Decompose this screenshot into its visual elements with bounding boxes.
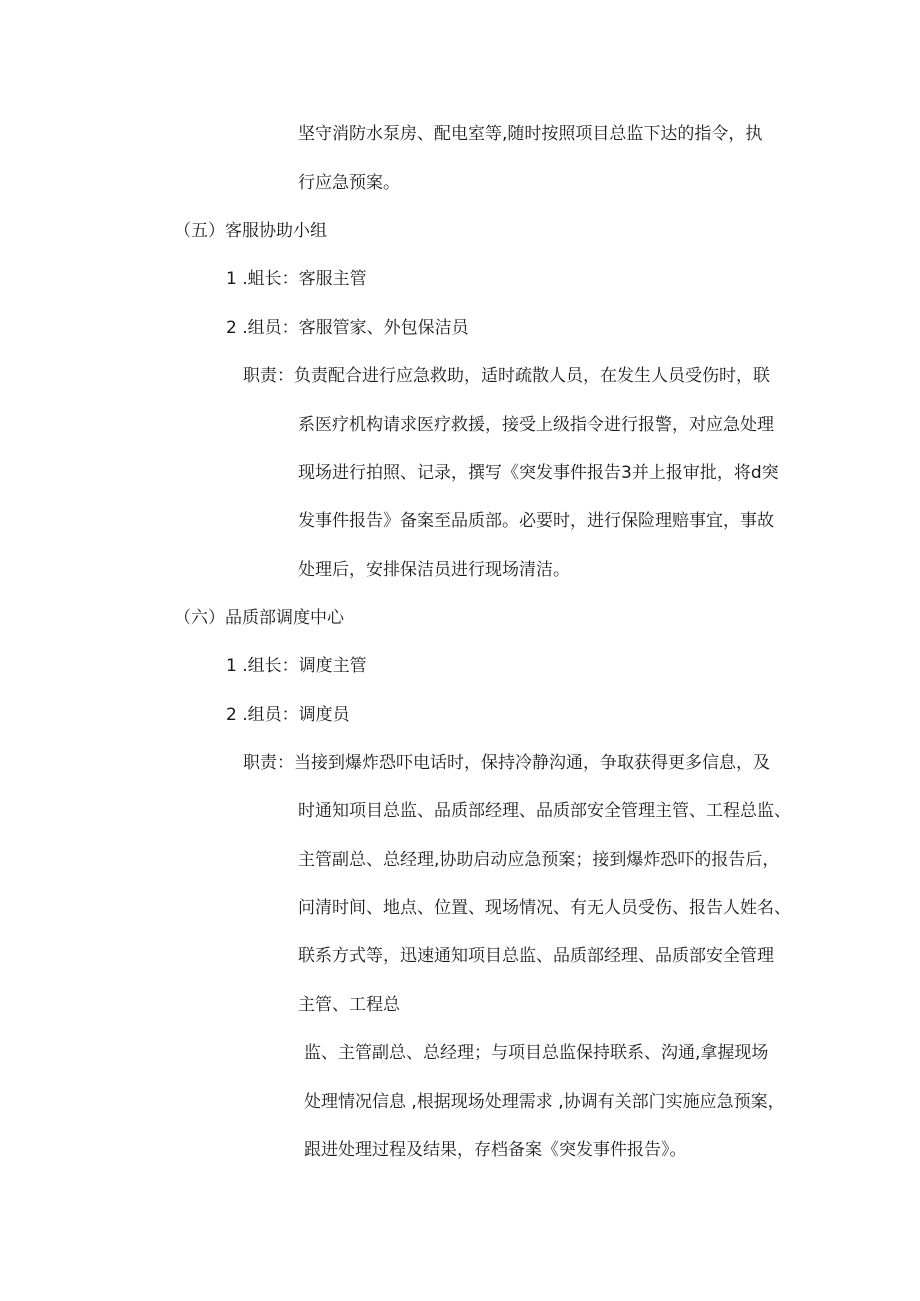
text-line: 系医疗机构请求医疗救援，接受上级指令进行报警，对应急处理 [298, 415, 774, 435]
text-line: 联系方式等，迅速通知项目总监、品质部经理、品质部安全管理 [298, 946, 774, 966]
text-line: 职责：负责配合进行应急救助，适时疏散人员，在发生人员受伤时，联 [243, 366, 770, 386]
section-heading: （六）品质部调度中心 [174, 608, 344, 628]
section-heading: （五）客服协助小组 [174, 221, 327, 241]
list-item: 2 .组员：客服管家、外包保洁员 [226, 318, 469, 338]
text-line: 坚守消防水泵房、配电室等,随时按照项目总监下达的指令，执 [298, 124, 763, 144]
list-item: 1 .组长：调度主管 [226, 656, 367, 676]
list-item: 1 .蛆长：客服主管 [226, 269, 367, 289]
text-line: 职责：当接到爆炸恐吓电话时，保持冷静沟通，争取获得更多信息，及 [243, 753, 770, 773]
text-line: 监、主管副总、总经理；与项目总监保持联系、沟通,拿握现场 [304, 1043, 769, 1063]
text-line: 问清时间、地点、位置、现场情况、有无人员受伤、报告人姓名、 [298, 898, 791, 918]
text-line: 行应急预案。 [298, 173, 400, 193]
text-line: 主管、工程总 [298, 995, 400, 1015]
list-item: 2 .组员：调度员 [226, 705, 350, 725]
text-line: 跟进处理过程及结果，存档备案《突发事件报告》。 [304, 1140, 687, 1160]
text-line: 主管副总、总经理,协助启动应急预案；接到爆炸恐吓的报告后， [298, 850, 780, 870]
text-line: 时通知项目总监、品质部经理、品质部安全管理主管、工程总监、 [298, 801, 791, 821]
text-line: 处理情况信息 ,根据现场处理需求 ,协调有关部门实施应急预案， [304, 1092, 785, 1112]
text-line: 处理后，安排保洁员进行现场清洁。 [298, 560, 570, 580]
text-line: 发事件报告》备案至品质部。必要时，进行保险理赔事宜，事故 [298, 511, 774, 531]
text-line: 现场进行拍照、记录，撰写《突发事件报告3并上报审批，将d突 [298, 463, 779, 483]
